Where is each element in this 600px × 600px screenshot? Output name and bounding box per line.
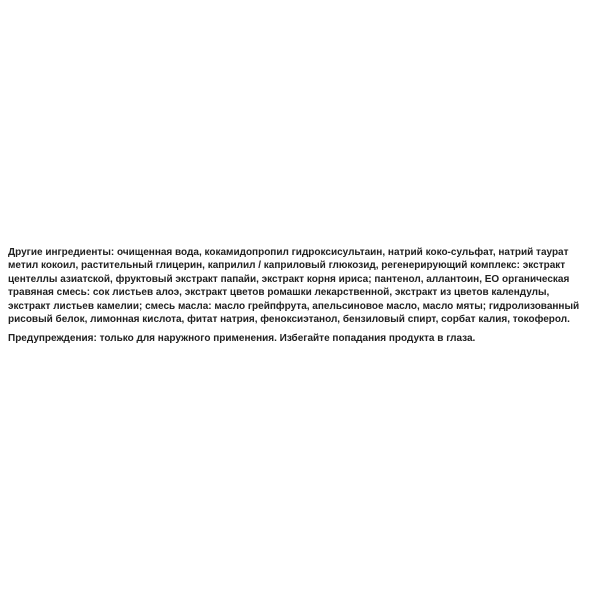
description-text-block	[8, 246, 592, 346]
ingredients-paragraph: Другие ингредиенты: очищенная вода, кокамидопропил гидроксисультаин, натрий коко-сульфат, натрий таурат метил кокоил, растительный глицерин, каприлил / каприловый глюкозид, регенерирующий комплекс: экстракт центеллы азиатской, фруктовый экстракт папайи, экстракт корня ириса; пантенол, аллантоин, EO органическая травяная смесь: сок листьев алоэ, экстракт цветов ромашки лекарственной, экстракт из цветов календулы, экстракт листьев камелии; смесь масла: масло грейпфрута, апельсиновое масло, масло мяты; гидролизованный рисовый белок, лимонная кислота, фитат натрия, феноксиэтанол, бензиловый спирт, сорбат калия, токоферол.	[8, 247, 580, 326]
warnings-paragraph: Предупреждения: только для наружного применения. Избегайте попадания продукта в глаза.	[8, 333, 476, 345]
